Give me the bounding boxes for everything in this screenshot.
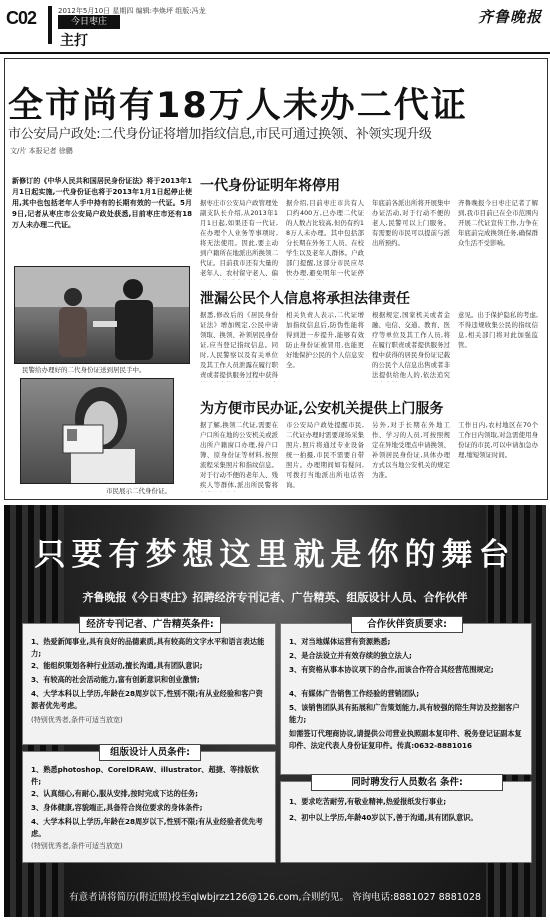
box-designer xyxy=(22,747,276,863)
section1-col4: 齐鲁晚报今日枣庄记者了解到,我市目前已在全市范围内开展二代证宣传工作,力争在年底前完成换领任务,确保群众生活不受影响。 xyxy=(458,199,538,247)
box-reporter-title: 经济专刊记者、广告精英条件: xyxy=(79,616,221,633)
photo1-caption: 民警给办理好的二代身份证送到居民手中。 xyxy=(22,366,146,374)
box-partner-item: 1、对当地媒体运营有资源熟悉; xyxy=(289,637,391,646)
box-reporter-item: 1、热爱新闻事业,具有良好的品德素质,具有较高的文字水平和语言表达能力; xyxy=(31,637,265,658)
ad-contact: 有意者请将简历(附近照)投至qlwbjrzz126@126.com,合则约见。 咨询电话:8881027 8881028 xyxy=(69,892,481,903)
box-partner-title: 合作伙伴资质要求: xyxy=(351,616,463,633)
section2-col2: 相关负责人表示,二代证增加指纹信息后,防伪性能将得到进一步提升,能够有效防止身份证被冒用,也能更好地保护公民的个人信息安全。 xyxy=(286,311,364,369)
section3-col4: 工作日内,农村地区在70个工作日内领取,对急需使用身份证的市民,可以申请加急办理,缩短领证时间。 xyxy=(458,421,538,459)
box-partner-item: 3、有资格从事本协议项下的合作,而该合作符合其经营范围规定; xyxy=(289,665,494,674)
headline: 全市尚有18万人未办二代证 xyxy=(8,86,468,126)
box-distribution-item: 2、初中以上学历,年龄40岁以下,善于沟通,具有团队意识。 xyxy=(289,813,478,822)
ad-title: 只要有梦想这里就是你的舞台 xyxy=(34,537,516,573)
box-designer-item: 4、大学本科以上学历,年龄在28周岁以下,性别不限;有从业经验者优先考虑。 xyxy=(31,817,263,838)
box-designer-note: (特别优秀者,条件可适当放宽) xyxy=(31,842,123,850)
photo-police xyxy=(14,266,190,364)
box-reporter-note: (特别优秀者,条件可适当放宽) xyxy=(31,716,123,724)
section1-col2: 据介绍,目前枣庄市共有人口约400万,已办理二代证的人数占比较高,但仍有约18万人未办理。其中包括部分长期在外务工人员、在校学生以及老年人群体。户政部门提醒,这部分市民应尽快办理,避免明年一代证停 xyxy=(286,199,364,277)
section2-col4: 意见。出于保护隐私的考虑,不得违规收集公民的指纹信息,相关部门将对此加强监管。 xyxy=(458,311,538,349)
box-distribution-title: 同时聘发行人员数名 条件: xyxy=(311,774,503,791)
newspaper-logo: 齐鲁晚报 xyxy=(478,8,543,26)
section3-title: 为方便市民办证,公安机关提供上门服务 xyxy=(200,401,444,417)
section1-title: 一代身份证明年将停用 xyxy=(200,178,340,194)
ad-subtitle: 齐鲁晚报《今日枣庄》招聘经济专刊记者、广告精英、组版设计人员、合作伙伴 xyxy=(82,591,468,604)
box-partner-extra: 如需签订代理商协议,请提供公司营业执照副本复印件、税务登记证副本复印件、法定代表人身份证复印件。传真:0632-8881016 xyxy=(289,729,522,750)
section-subtitle: 主打 xyxy=(60,33,88,49)
section1-col1: 据枣庄市公安局户政管理处副支队长介绍,从2013年1月1日起,如果还有一代证,在办理个人业务等事项时,将无法使用。因此,要主动到户籍所在地派出所换领二代证。目前我市还有大量的老年人、农村留守老人、偏 xyxy=(200,199,278,277)
box-partner-item: 2、是合法设立并有效存续的独立法人; xyxy=(289,651,412,660)
byline: 文/片 本报记者 徐鹏 xyxy=(10,147,73,155)
photo-police-figures xyxy=(15,267,189,363)
section3-col1: 据了解,换领二代证,需要在户口所在地的公安机关或派出所户籍窗口办理,持户口簿、原身份证等材料,按照流程采集照片和指纹信息。对于行动不便的老年人、残疾人等群体,派出所民警将 xyxy=(200,421,278,489)
box-designer-item: 1、熟悉photoshop、CorelDRAW、illustrator、超捷、等排版软件; xyxy=(31,765,259,786)
box-designer-item: 2、认真细心,有耐心,服从安排,按时完成下达的任务; xyxy=(31,789,199,798)
section2-col1: 据悉,修改后的《居民身份证法》增加规定,公民申请领取、换领、补领居民身份证,应当登记指纹信息。同时,人民警察以及有关单位及其工作人员泄露在履行职责或者提供服务过程中获得 xyxy=(200,311,278,379)
section-label: 今日枣庄 xyxy=(58,15,120,29)
photo-idcard xyxy=(20,378,174,484)
section3-col2: 市公安局户政处提醒市民,二代证办理时需要现场采集照片,照片将通过专业设备统一拍摄,市民不需要自带照片。办理期间如有疑问,可拨打当地派出所电话咨询。 xyxy=(286,421,364,489)
section2-col3: 根据规定,国家机关或者金融、电信、交通、教育、医疗等单位及其工作人员,将在履行职责或者提供服务过程中获得的居民身份证记载的公民个人信息出售或者非法提供给他人的,依法追究 xyxy=(372,311,450,379)
page-bar xyxy=(48,6,52,44)
header-rule xyxy=(0,52,550,54)
recruitment-ad xyxy=(4,505,546,917)
box-reporter-item: 2、能组织策划各种行业活动,擅长沟通,具有团队意识; xyxy=(31,661,203,670)
section1-col3: 年底前各派出所将开展集中办证活动,对于行动不便的老人,民警可以上门服务。有需要的市民可以提前与派出所预约。 xyxy=(372,199,450,247)
box-distribution xyxy=(280,777,532,863)
section2-title: 泄漏公民个人信息将承担法律责任 xyxy=(200,291,410,307)
page-number: C02 xyxy=(6,8,37,28)
box-partner-item: 5、该销售团队具有拓展和广告策划能力,具有较强的陪生拜访及挖掘客户能力; xyxy=(289,703,520,724)
section3-col3: 另外,对于长期在外地工作、学习的人员,可按照规定在异地受理点申请换领、补领居民身份证,具体办理方式以当地公安机关的规定为准。 xyxy=(372,421,450,479)
photo-idcard-figure xyxy=(21,379,173,483)
box-designer-item: 3、身体健康,容貌端正,具备符合岗位要求的身体条件; xyxy=(31,803,203,812)
box-designer-title: 组版设计人员条件: xyxy=(99,744,201,761)
box-reporter-item: 4、大学本科以上学历,年龄在28周岁以下,性别不限;有从业经验和客户资源者优先考虑。 xyxy=(31,689,263,710)
box-distribution-item: 1、要求吃苦耐劳,有敬业精神,热爱报纸发行事业; xyxy=(289,797,447,806)
page-meta: 2012年5月10日 星期四 编辑:李焕坪 组版:冯龙 xyxy=(58,7,206,15)
box-partner-item: 4、有媒体广告销售工作经验的营销团队; xyxy=(289,689,420,698)
lead-paragraph: 新修订的《中华人民共和国居民身份证法》将于2013年1月1日起实施,一代身份证也将于2013年1月1日起停止使用,其中也包括老年人手中持有的长期有效的一代证。5月9日,记者从枣庄市公安局户政处获悉,目前枣庄市还有18万人未办理二代证。 xyxy=(12,177,192,229)
box-partner xyxy=(280,619,532,775)
photo2-caption: 市民展示二代身份证。 xyxy=(106,487,171,495)
box-reporter xyxy=(22,619,276,745)
subheadline: 市公安局户政处:二代身份证将增加指纹信息,市民可通过换领、补领实现升级 xyxy=(8,127,432,142)
box-reporter-item: 3、有较高的社会活动能力,富有创新意识和创业激情; xyxy=(31,675,200,684)
page-header xyxy=(0,0,550,52)
